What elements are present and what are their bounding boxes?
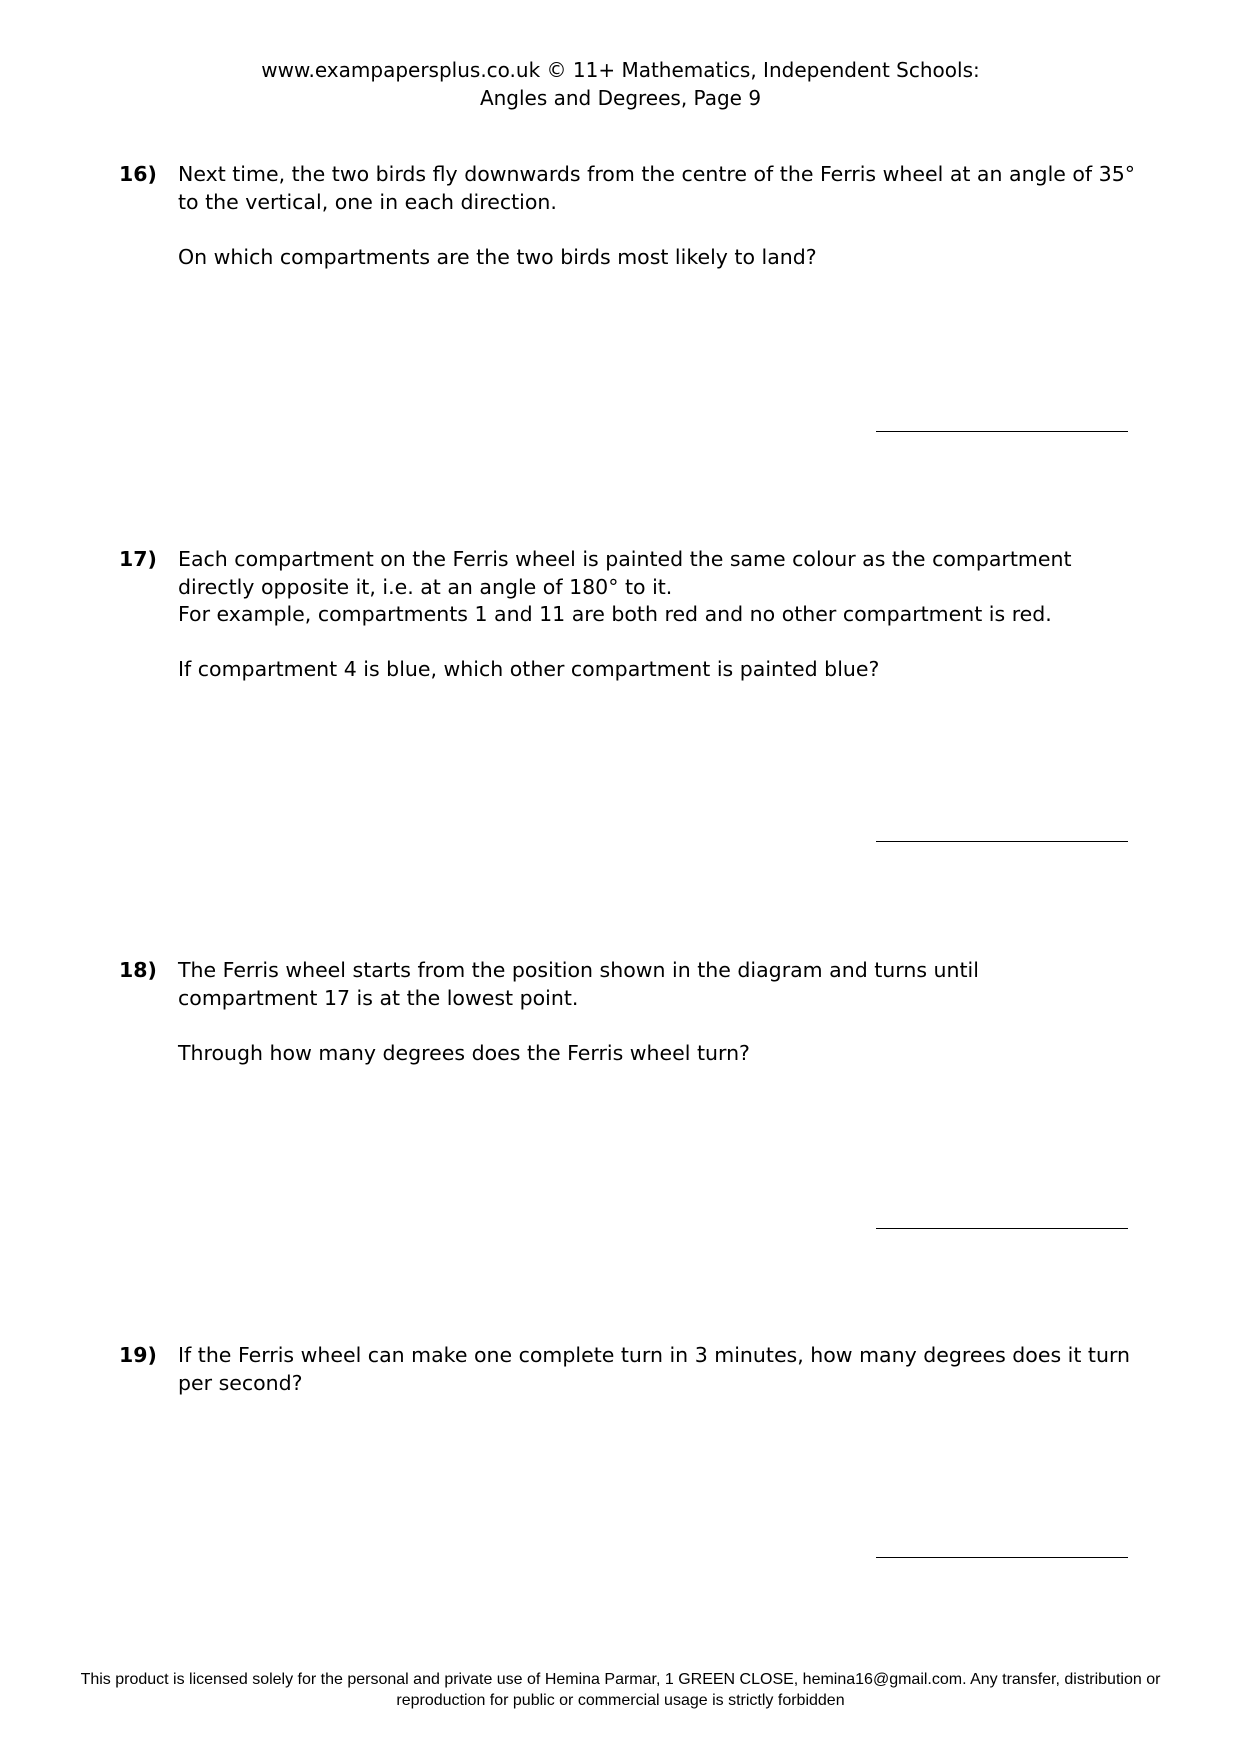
question-prompt: If compartment 4 is blue, which other compartment is painted blue?	[178, 657, 880, 681]
answer-line-19[interactable]	[876, 1557, 1128, 1558]
question-19	[119, 1342, 1129, 1397]
question-text	[178, 546, 1129, 684]
question-text	[178, 957, 1129, 1067]
answer-line-16[interactable]	[876, 431, 1128, 432]
question-paragraph: Each compartment on the Ferris wheel is painted the same colour as the compartment directly opposite it, i.e. at an angle of 180° to it. For example, compartments 1 and 11 are both red and no other compartment is red.	[178, 547, 1072, 626]
footer-restriction-line: reproduction for public or commercial usage is strictly forbidden	[396, 1692, 845, 1709]
license-footer	[0, 1669, 1241, 1711]
question-number: 17)	[119, 547, 157, 571]
question-16	[119, 161, 1136, 271]
question-number: 18)	[119, 958, 157, 982]
answer-line-18[interactable]	[876, 1228, 1128, 1229]
question-prompt: Through how many degrees does the Ferris wheel turn?	[178, 1040, 750, 1065]
page-header	[0, 56, 1241, 112]
question-text	[178, 1342, 1129, 1397]
answer-line-17[interactable]	[876, 841, 1128, 842]
footer-license-line: This product is licensed solely for the personal and private use of Hemina Parmar, 1 GREEN CLOSE, hemina16@gmail.com. Any transfer, distribution or	[80, 1671, 1161, 1688]
question-paragraph: Next time, the two birds fly downwards from the centre of the Ferris wheel at an angle of 35° to the vertical, one in each direction.	[178, 162, 1136, 214]
question-18	[119, 957, 1129, 1067]
question-paragraph: If the Ferris wheel can make one complete turn in 3 minutes, how many degrees does it turn per second?	[178, 1343, 1130, 1395]
header-source-line: www.exampapersplus.co.uk © 11+ Mathematics, Independent Schools:	[261, 58, 980, 82]
question-number: 19)	[119, 1343, 157, 1367]
question-17	[119, 546, 1129, 684]
question-prompt: On which compartments are the two birds most likely to land?	[178, 244, 817, 269]
question-paragraph: The Ferris wheel starts from the position shown in the diagram and turns until compartment 17 is at the lowest point.	[178, 958, 979, 1010]
header-topic-line: Angles and Degrees, Page 9	[479, 86, 762, 110]
question-text	[178, 161, 1136, 271]
question-number: 16)	[119, 162, 157, 186]
